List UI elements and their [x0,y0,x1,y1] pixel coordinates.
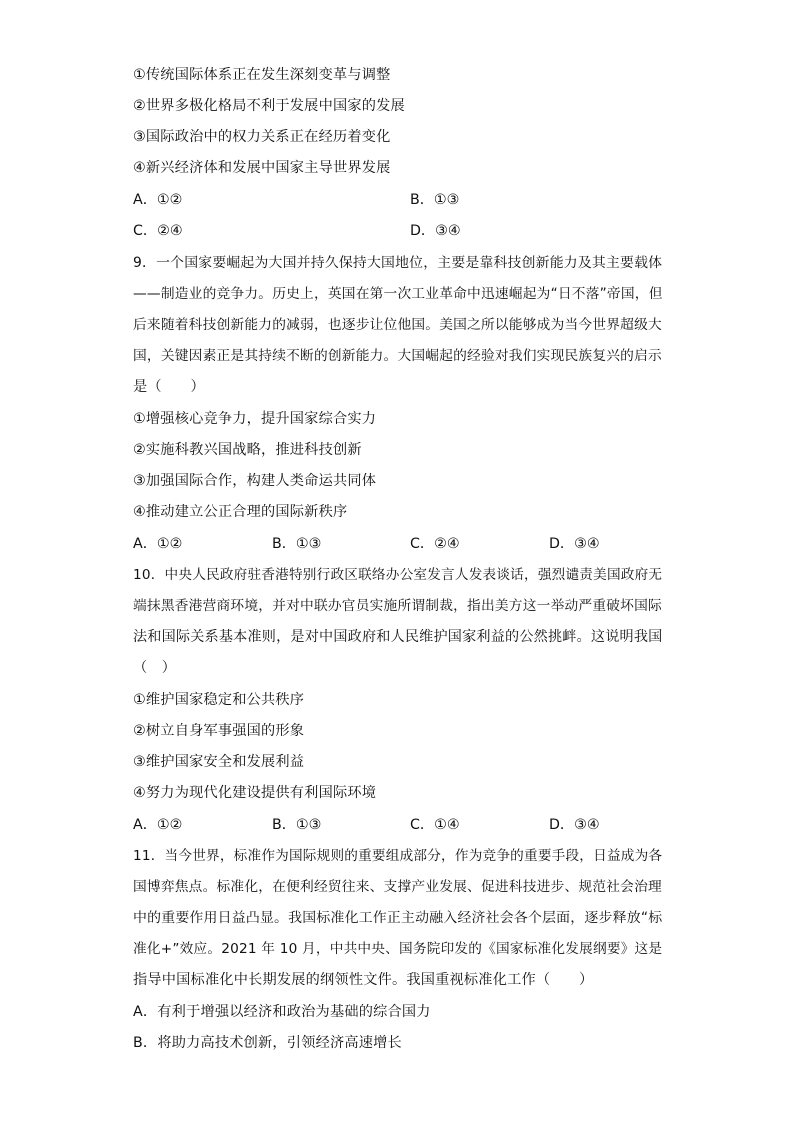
q8-statement-4: ④新兴经济体和发展中国家主导世界发展 [133,160,391,176]
q11-stem-line-5: 指导中国标准化中长期发展的纲领性文件。我国重视标准化工作（ ） [133,972,594,988]
q9-statement-1: ①增强核心竞争力，提升国家综合实力 [133,411,377,427]
q10-option-a: A．①② [133,817,183,833]
q9-statement-2: ②实施科教兴国战略，推进科技创新 [133,442,362,458]
q10-statement-2: ②树立自身军事强国的形象 [133,723,305,739]
q9-stem-line-1: 9．一个国家要崛起为大国并持久保持大国地位，主要是靠科技创新能力及其主要载体 [133,255,663,271]
q9-stem-line-5: 是（ ） [133,379,205,395]
q11-stem-line-4: 准化+”效应。2021 年 10 月，中共中央、国务院印发的《国家标准化发展纲要》这是 [133,941,663,957]
q8-statement-3: ③国际政治中的权力关系正在经历着变化 [133,129,391,145]
q11-stem-line-1: 11．当今世界，标准作为国际规则的重要组成部分，作为竞争的重要手段，日益成为各 [133,848,663,864]
q11-stem-line-2: 国博弈焦点。标准化，在便利经贸往来、支撑产业发展、促进科技进步、规范社会治理 [133,879,662,895]
q11-stem-line-3: 中的重要作用日益凸显。我国标准化工作正主动融入经济社会各个层面，逐步释放“标 [133,910,663,926]
q10-stem-line-1: 10．中央人民政府驻香港特别行政区联络办公室发言人发表谈话，强烈谴责美国政府无 [133,567,663,583]
q11-option-b: B．将助力高技术创新，引领经济高速增长 [133,1035,402,1051]
q10-statement-4: ④努力为现代化建设提供有利国际环境 [133,785,377,801]
q9-option-a: A．①② [133,536,183,552]
q8-option-b: B．①③ [410,192,460,208]
q9-option-d: D．③④ [549,536,600,552]
q11-option-a: A．有利于增强以经济和政治为基础的综合国力 [133,1004,431,1020]
q8-statement-1: ①传统国际体系正在发生深刻变革与调整 [133,67,391,83]
q9-option-b: B．①③ [272,536,322,552]
q10-stem-line-4: （ ） [133,660,177,676]
q9-statement-3: ③加强国际合作，构建人类命运共同体 [133,473,377,489]
q10-option-d: D．③④ [549,817,600,833]
q10-option-b: B．①③ [272,817,322,833]
q10-statement-3: ③维护国家安全和发展利益 [133,754,305,770]
q8-option-d: D．③④ [410,223,461,239]
q9-stem-line-4: 国，关键因素正是其持续不断的创新能力。大国崛起的经验对我们实现民族复兴的启示 [133,348,662,364]
q9-statement-4: ④推动建立公正合理的国际新秩序 [133,504,348,520]
q8-statement-2: ②世界多极化格局不利于发展中国家的发展 [133,98,405,114]
q10-stem-line-3: 法和国际关系基本准则，是对中国政府和人民维护国家利益的公然挑衅。这说明我国 [133,629,663,645]
q9-stem-line-3: 后来随着科技创新能力的减弱，也逐步让位他国。美国之所以能够成为当今世界超级大 [133,317,662,333]
q9-stem-line-2: ——制造业的竞争力。历史上，英国在第一次工业革命中迅速崛起为“日不落”帝国，但 [133,286,663,302]
q9-option-c: C．②④ [410,536,460,552]
q10-statement-1: ①维护国家稳定和公共秩序 [133,692,305,708]
q8-option-c: C．②④ [133,223,183,239]
q8-option-a: A．①② [133,192,183,208]
q10-option-c: C．①④ [410,817,460,833]
q10-stem-line-2: 端抹黑香港营商环境，并对中联办官员实施所谓制裁，指出美方这一举动严重破坏国际 [133,598,662,614]
